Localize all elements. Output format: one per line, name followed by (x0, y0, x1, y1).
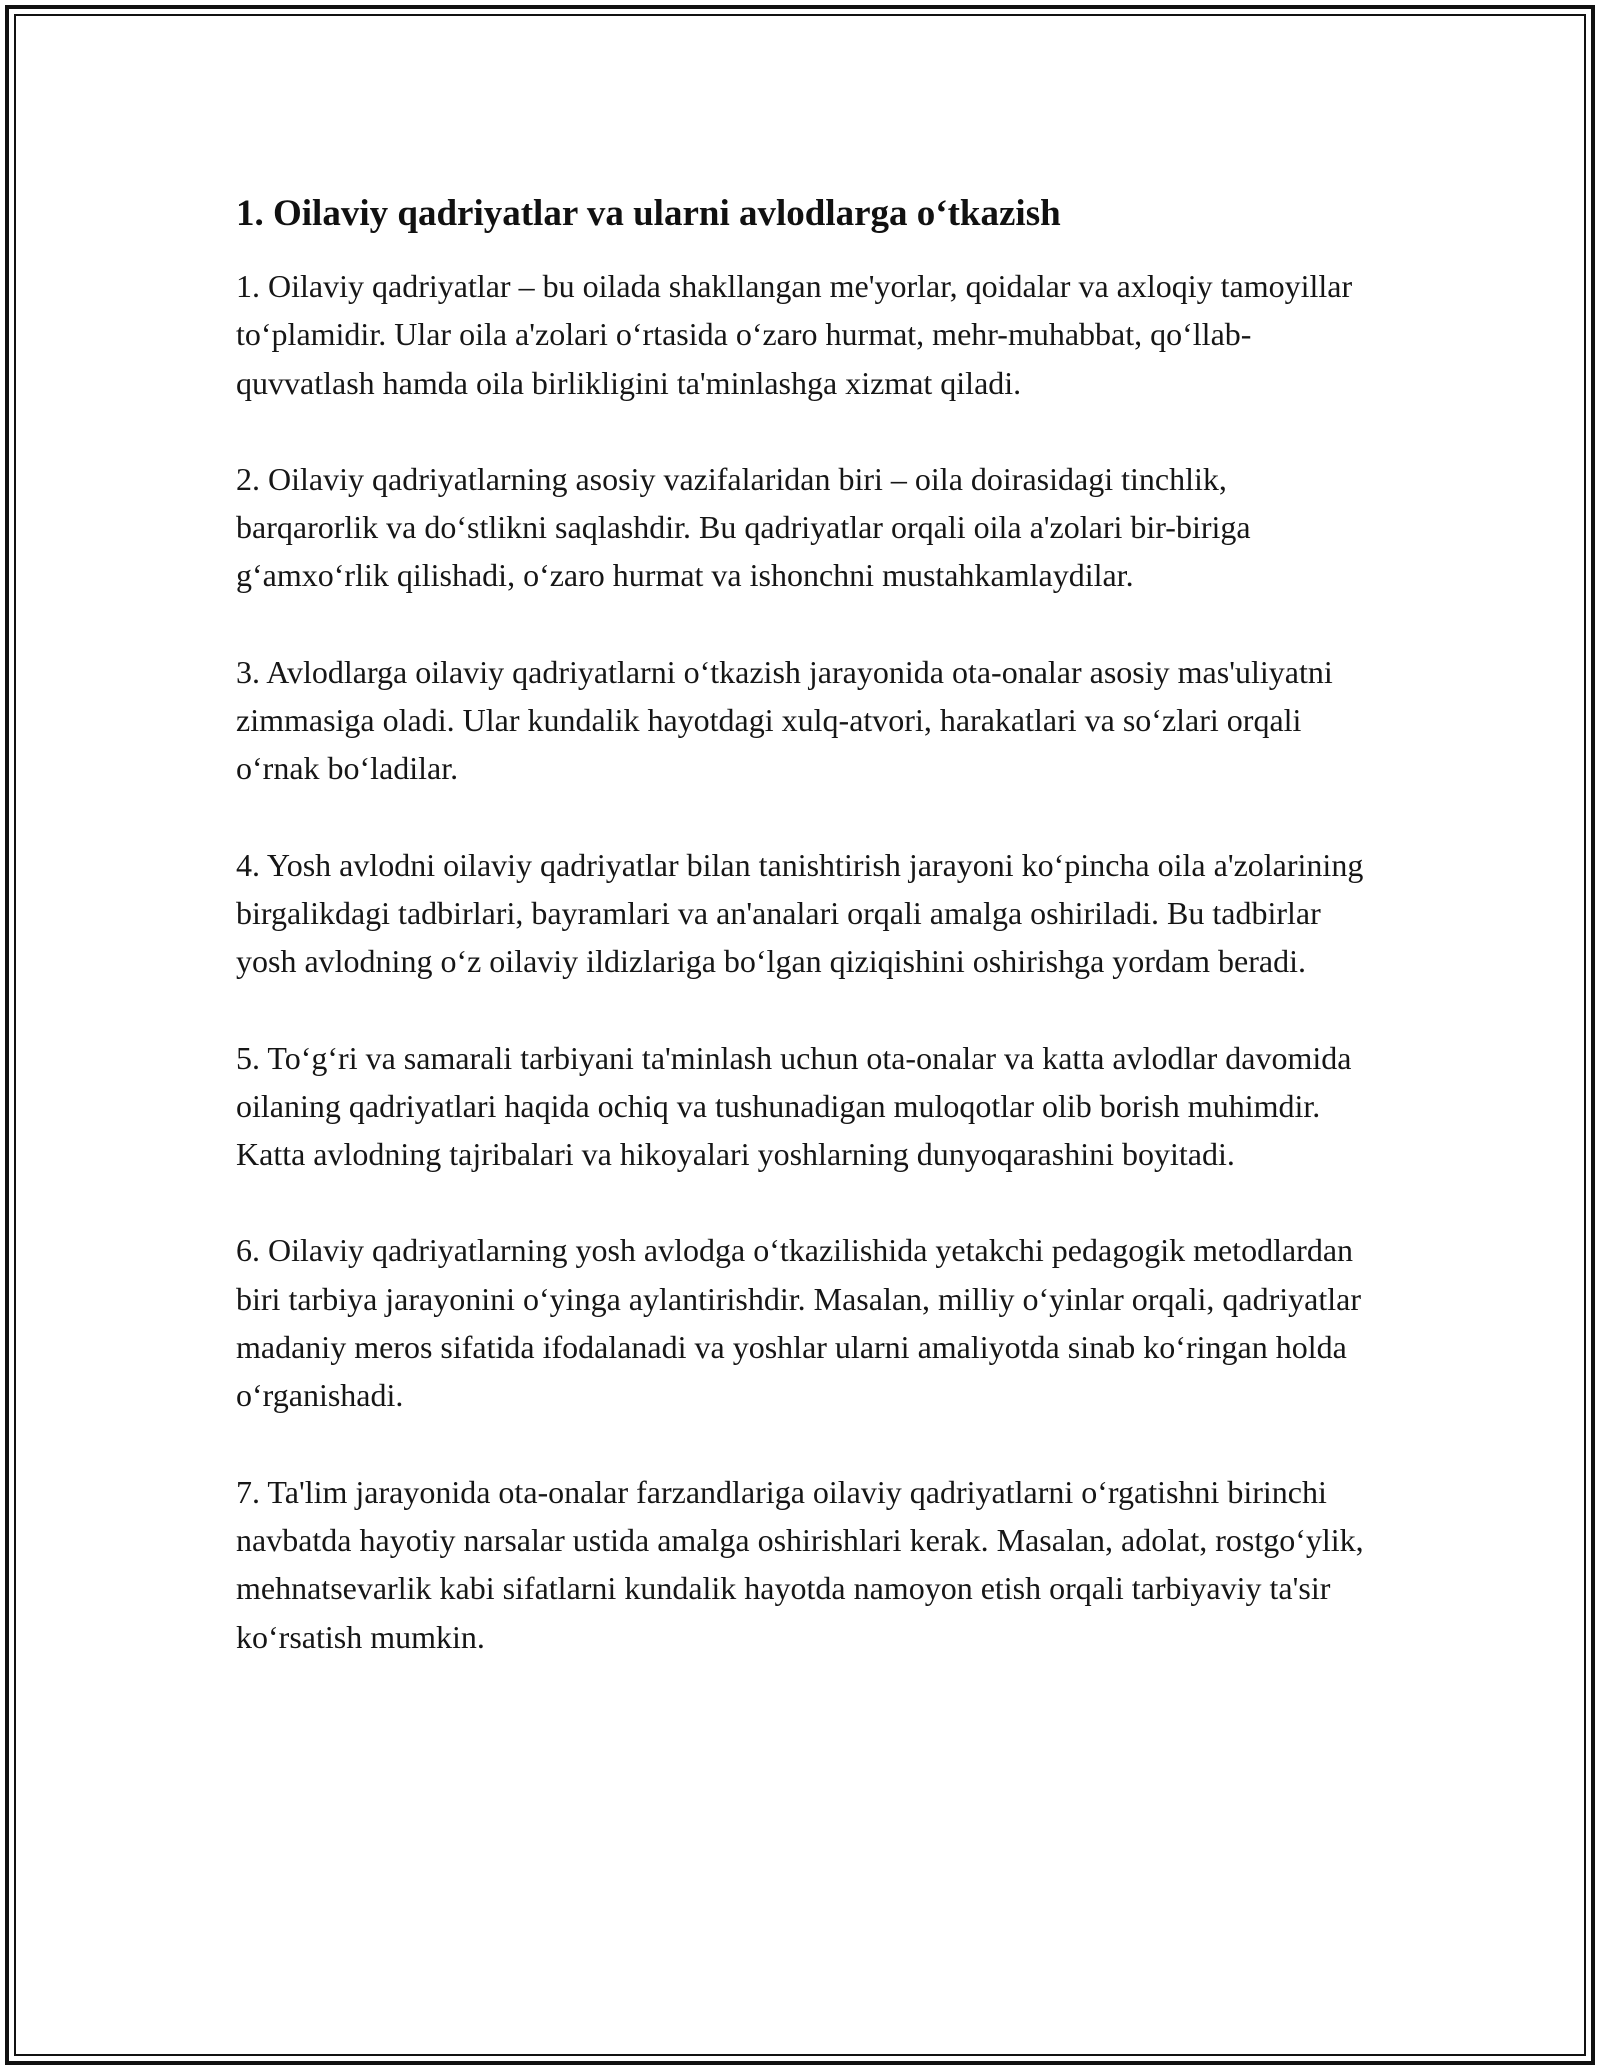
document-body (236, 188, 1376, 1661)
paragraph-7: 7. Ta'lim jarayonida ota-onalar farzandlariga oilaviy qadriyatlarni o‘rgatishni birinchi navbatda hayotiy narsalar ustida amalga oshirishlari kerak. Masalan, adolat, rostgo‘ylik, mehnatsevarlik kabi sifatlarni kundalik hayotda namoyon etish orqali tarbiyaviy ta'sir ko‘rsatish mumkin. (236, 1473, 1364, 1655)
paragraph-5: 5. To‘g‘ri va samarali tarbiyani ta'minlash uchun ota-onalar va katta avlodlar davomida oilaning qadriyatlari haqida ochiq va tushunadigan muloqotlar olib borish muhimdir. Katta avlodning tajribalari va hikoyalari yoshlarning dunyoqarashini boyitadi. (236, 1039, 1352, 1173)
paragraph-1: 1. Oilaviy qadriyatlar – bu oilada shakllangan me'yorlar, qoidalar va axloqiy tamoyillar to‘plamidir. Ular oila a'zolari o‘rtasida o‘zaro hurmat, mehr-muhabbat, qo‘llab-quvvatlash hamda oila birlikligini ta'minlashga xizmat qiladi. (236, 268, 1353, 401)
paragraph-4: 4. Yosh avlodni oilaviy qadriyatlar bilan tanishtirish jarayoni ko‘pincha oila a'zolarining birgalikdagi tadbirlari, bayramlari va an'analari orqali amalga oshiriladi. Bu tadbirlar yosh avlodning o‘z oilaviy ildizlariga bo‘lgan qiziqishini oshirishga yordam beradi. (236, 846, 1364, 980)
paragraph-6: 6. Oilaviy qadriyatlarning yosh avlodga o‘tkazilishida yetakchi pedagogik metodlardan biri tarbiya jarayonini o‘yinga aylantirishdir. Masalan, milliy o‘yinlar orqali, qadriyatlar madaniy meros sifatida ifodalanadi va yoshlar ularni amaliyotda sinab ko‘ringan holda o‘rganishadi. (236, 1232, 1362, 1414)
paragraph-2: 2. Oilaviy qadriyatlarning asosiy vazifalaridan biri – oila doirasidagi tinchlik, barqarorlik va do‘stlikni saqlashdir. Bu qadriyatlar orqali oila a'zolari bir-biriga g‘amxo‘rlik qilishadi, o‘zaro hurmat va ishonchni mustahkamlaydilar. (236, 460, 1251, 594)
paragraph-3: 3. Avlodlarga oilaviy qadriyatlarni o‘tkazish jarayonida ota-onalar asosiy mas'uliyatni zimmasiga oladi. Ular kundalik hayotdagi xulq-atvori, harakatlari va so‘zlari orqali o‘rnak bo‘ladilar. (236, 653, 1333, 787)
document-title: 1. Oilaviy qadriyatlar va ularni avlodlarga o‘tkazish (236, 193, 1061, 234)
